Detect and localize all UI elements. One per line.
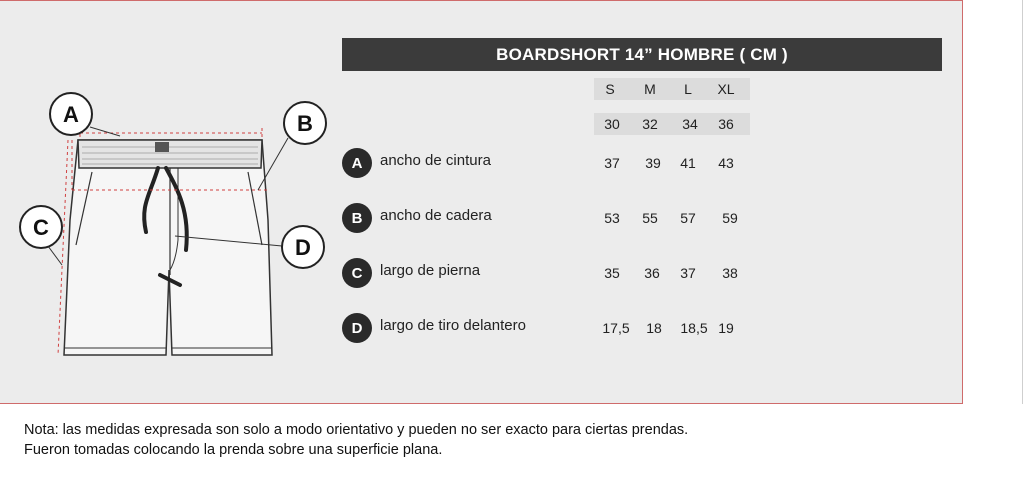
measurement-value: 37 (604, 155, 620, 171)
measurement-value: 35 (604, 265, 620, 281)
measurement-value: 39 (645, 155, 661, 171)
callout-a-label: A (63, 102, 79, 127)
measurement-label: ancho de cintura (380, 152, 491, 169)
measurement-badge-c: C (342, 258, 372, 288)
size-number: 34 (682, 116, 698, 132)
callout-b (284, 102, 326, 144)
measurement-label: ancho de cadera (380, 207, 492, 224)
measurement-badge-b: B (342, 203, 372, 233)
page-border (1022, 0, 1023, 404)
boardshort-diagram (0, 0, 340, 404)
measurement-value: 19 (718, 320, 734, 336)
callout-c (20, 206, 62, 248)
callout-a (50, 93, 92, 135)
callout-c-label: C (33, 215, 49, 240)
callout-b-label: B (297, 111, 313, 136)
measurement-value: 57 (680, 210, 696, 226)
measurement-value: 55 (642, 210, 658, 226)
size-number: 36 (718, 116, 734, 132)
measurement-value: 18 (646, 320, 662, 336)
size-letter: XL (717, 81, 735, 97)
measurement-label: largo de tiro delantero (380, 317, 526, 334)
note-line-1: Nota: las medidas expresada son solo a modo orientativo y pueden no ser exacto para ciertas prendas. (24, 422, 689, 438)
measurement-badge-d: D (342, 313, 372, 343)
size-number: 32 (642, 116, 658, 132)
measurement-value: 59 (722, 210, 738, 226)
measurement-value: 36 (644, 265, 660, 281)
note-line-2: Fueron tomadas colocando la prenda sobre una superficie plana. (24, 442, 443, 458)
measurement-value: 41 (680, 155, 696, 171)
measurement-value: 18,5 (680, 320, 708, 336)
size-letter: L (684, 81, 692, 97)
measurement-value: 53 (604, 210, 620, 226)
size-letter: M (644, 81, 656, 97)
callout-d (282, 226, 324, 268)
measurement-value: 43 (718, 155, 734, 171)
measurement-value: 37 (680, 265, 696, 281)
chart-title: BOARDSHORT 14” HOMBRE ( CM ) (342, 38, 942, 71)
callout-d-label: D (295, 235, 311, 260)
waist-tag (155, 142, 169, 152)
measurement-label: largo de pierna (380, 262, 481, 279)
size-number: 30 (604, 116, 620, 132)
measurement-value: 17,5 (602, 320, 630, 336)
size-letter: S (605, 81, 615, 97)
measurement-value: 38 (722, 265, 738, 281)
measurement-badge-a: A (342, 148, 372, 178)
